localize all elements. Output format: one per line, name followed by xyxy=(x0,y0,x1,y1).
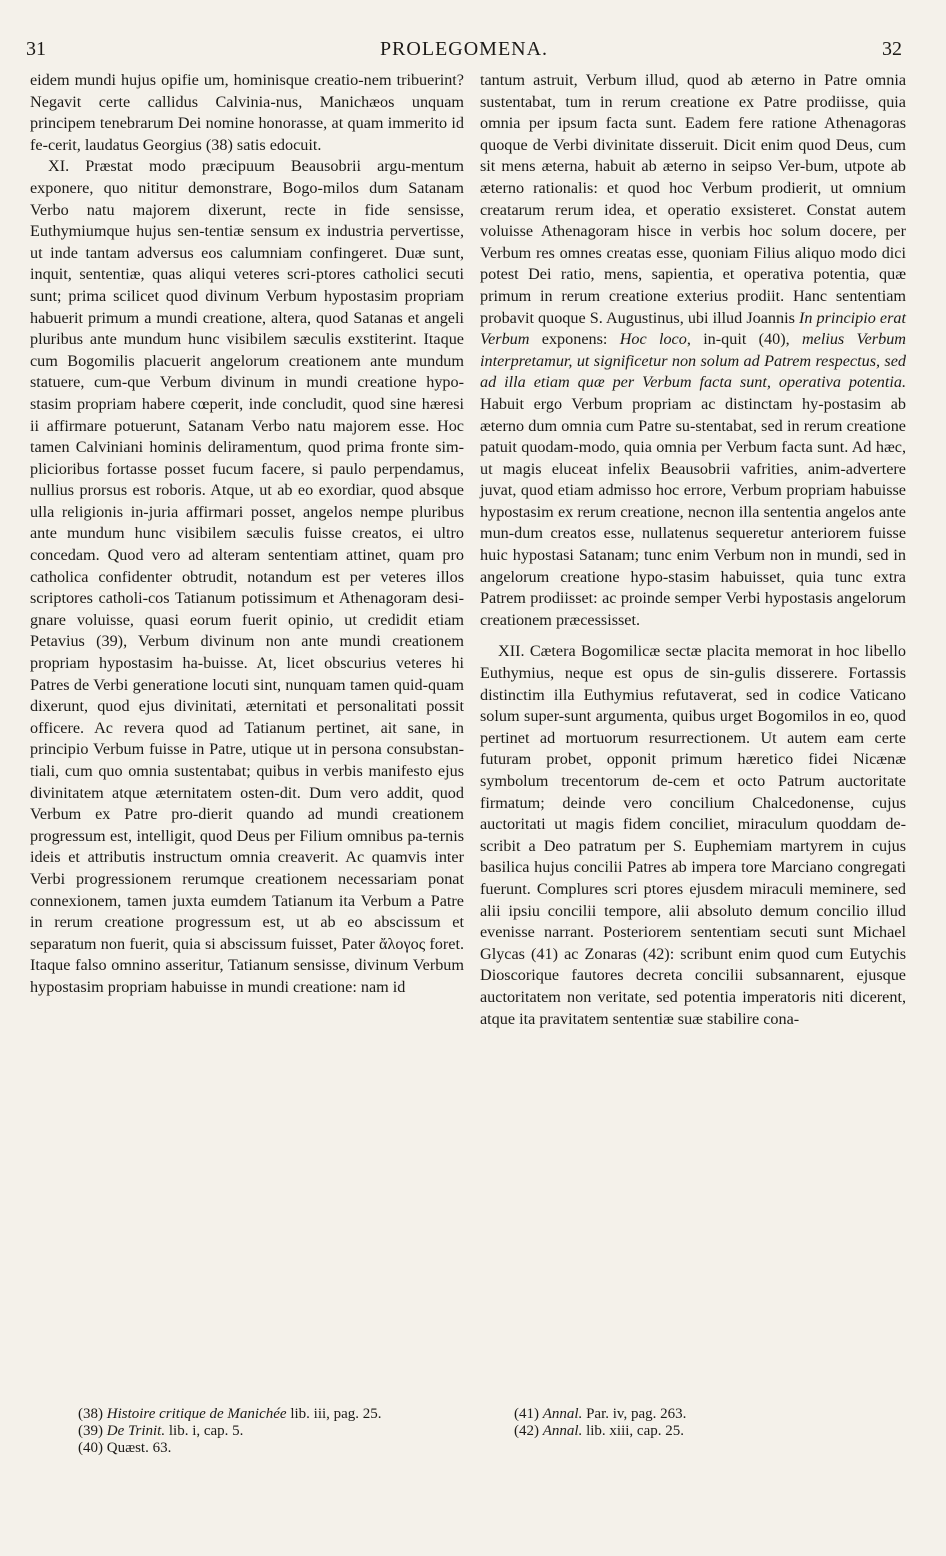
text-run: , in-quit (40), xyxy=(686,330,802,349)
footnote: (40) Quæst. 63. xyxy=(78,1440,172,1456)
footnotes-left xyxy=(78,1406,478,1457)
quote-italic: In principio erat Verbum xyxy=(480,308,906,349)
text-run: exponens: xyxy=(529,330,620,349)
right-column xyxy=(480,70,906,1030)
quote-italic: melius Verbum interpretamur, ut significetur non solum ad Patrem respectus, sed ad illa etiam quæ per Verbum facta sunt, operativa potentia. xyxy=(480,330,906,392)
left-column xyxy=(30,70,464,999)
page-number-left: 31 xyxy=(26,38,46,60)
running-title: PROLEGOMENA. xyxy=(379,38,549,60)
paragraph-section-xii: XII. Cætera Bogomilicæ sectæ placita memorat in hoc libello Euthymius, neque est opus de sin-gulis disserere. Fortassis distinctim illa Euthymius refutaverat, sed in codice Vaticano solum super-sunt argumenta, quibus urget Bogomilos in eo, quod pertinet ad mortuorum resurrectionem. Ut autem eam certe futuram probet, opponit primum hæretico fidei Nicænæ symbolum trecentorum de-cem et octo Patrum auctoritate firmatum; deinde vero concilium Chalcedonense, cujus auctoritati ut magis fidem conciliet, miraculum quoddam de-scribit a Deo patratum per S. Euphemiam martyrem in cujus basilica hujus concilii Patres ab impera tore Marciano congregati fuerunt. Complures scri ptores ejusdem miraculi meminere, sed alii ipsiu concilii tempore, alii absoluto demum concilio illud evenisse narrant. Posteriorem sententiam secuti sunt Michael Glycas (41) ac Zonaras (42): scribunt enim quod cum Eutychis Dioscorique fautores decreta concilii subsannarent, ejusque auctoritatem non veritate, sed potentia imperatoris niti dicerent, atque ita pravitatem sententiæ suæ stabilire cona- xyxy=(480,642,906,1028)
quote-italic: Hoc loco xyxy=(619,330,687,349)
footnote: (38) Histoire critique de Manichée lib. iii, pag. 25. xyxy=(78,1406,382,1422)
text-run: Habuit ergo Verbum propriam ac distinctam hy-postasim ab æterno dum omnia cum Patre su-stentabat, sed in rerum creatione patuit quodam-modo, quia omnia per Verbum facta sunt. Ad hæc, ut magis eluceat infelix Beausobrii vafrities, anim-advertere juvat, quod etiam admisso hoc errore, Verbum propriam habuisse hypostasim ex rerum creatione, necnon illa sententia angelos ante mun-dum creatos esse, nullatenus sequeretur anteriorem fuisse huic hypostasi Satanam; tunc enim Verbum non in mundi, sed in angelorum creatione hypo-stasim habuisset, quia tunc extra Patrem prodiisset: ac proinde semper Verbi hypostasis angelorum creationem præcessisset. xyxy=(480,394,906,629)
page-header xyxy=(26,38,902,68)
footnote: (42) Annal. lib. xiii, cap. 25. xyxy=(514,1423,684,1439)
footnotes-right xyxy=(514,1406,894,1440)
footnote: (39) De Trinit. lib. i, cap. 5. xyxy=(78,1423,244,1439)
footnote: (41) Annal. Par. iv, pag. 263. xyxy=(514,1406,687,1422)
text-run: tantum astruit, Verbum illud, quod ab æterno in Patre omnia sustentabat, tum in rerum creatione ex Patre prodiisse, quia omnia per ipsum facta sunt. Eadem fere ratione Athenagoras quoque de Verbi divinitate disseruit. Dicit enim quod Deus, cum sit mens æterna, habuit ab æterno in seipso Ver-bum, utpote ab æterno rationalis: et quod hoc Verbum prodierit, ut omnium creatarum rerum idea, et operatio exsisteret. Constat autem voluisse Athenagoram hisce in verbis hoc solum docere, per Verbum res omnes creatas esse, quoniam Filius aliquo modo dici potest Dei ratio, mens, sapientia, et operativa potentia, quæ primum in rerum creatione exterius prodiit. Hanc sententiam probavit quoque S. Augustinus, ubi illud Joannis xyxy=(480,71,906,327)
page-number-right: 32 xyxy=(882,38,902,60)
paragraph xyxy=(480,70,906,631)
paragraph: eidem mundi hujus opifie um, hominisque creatio-nem tribuerint? Negavit certe callidus Calvinia-nus, Manichæos unquam principem tenebrarum Dei nomine honorasse, at quam immerito id fe-cerit, laudatus Georgius (38) satis edocuit. xyxy=(30,71,464,154)
paragraph-section-xi: XI. Præstat modo præcipuum Beausobrii argu-mentum exponere, quo nititur demonstrare, Bogo-milos dum Satanam Verbo natu majorem dixerunt, recte in fide sensisse, Euthymiumque hujus sen-tentiæ sensum ex industria pervertisse, ut inde tantam adversus eos calumniam confingeret. Duæ sunt, inquit, sententiæ, quas aliqui veteres scri-ptores catholici secuti sunt; prima scilicet quod divinum Verbum hypostasim propriam habuerit primum a mundi creatione, altera, quod Satanas et angeli pluribus ante mundum hunc visibilem sæculis exstiterint. Itaque cum Bogomilis placuerit angelorum creationem ante mundum statuere, cum-que Verbum divinum in mundi creatione hypo-stasim propriam habere cœperit, inde concludit, quod sine hæresi ii affirmare potuerunt, Satanam Verbo natu majorem esse. Hoc tamen Calviniani hominis deliramentum, quod prima fronte sim-plicioribus fortasse posset fucum facere, si paulo perpendamus, nullius prorsus est roboris. Atque, ut ab eo exordiar, quod absque ulla religionis in-juria affirmari posset, angelos nempe pluribus ante mundum hunc visibilem sæculis fuisse creatos, ei ultro concedam. Quod vero ad alteram sententiam attinet, quam pro catholica confidenter obtrudit, notandum est per veteres illos scriptores catholi-cos Tatianum potissimum et Athenagoram desi-gnare voluisse, quasi eorum fuerit opinio, ut credidit etiam Petavius (39), Verbum divinum non ante mundi creationem propriam hypostasim ha-buisse. At, licet obscurius veteres hi Patres de Verbi generatione locuti sint, nunquam tamen quid-quam dixerunt, quod ejus divinitati, æternitati et personalitati possit officere. Ac revera quod ad Tatianum pertinet, ait sane, in principio Verbum fuisse in Patre, utique ut in persona consubstan-tiali, cum quo omnia sustentabat; quibus in verbis manifesto ejus divinitatem atque æternitatem osten-dit. Dum vero addit, quod Verbum ex Patre pro-dierit quando ad mundi creationem progressum est, intelligit, quod Deus per Filium omnibus pa-ternis ideis et attributis instructum omnia creaverit. Ac quamvis inter Verbi progressionem rerumque creationem necessariam ponat connexionem, tamen juxta eumdem Tatianum ita Verbum a Patre in rerum creatione progressum est, ut ab eo abscissum et separatum non fuerit, quia si abscissum fuisset, Pater ἄλογος foret. Itaque falso omnino asseritur, Tatianum sensisse, divinum Verbum hypostasim propriam habuisse in mundi creatione: nam id xyxy=(30,157,464,996)
